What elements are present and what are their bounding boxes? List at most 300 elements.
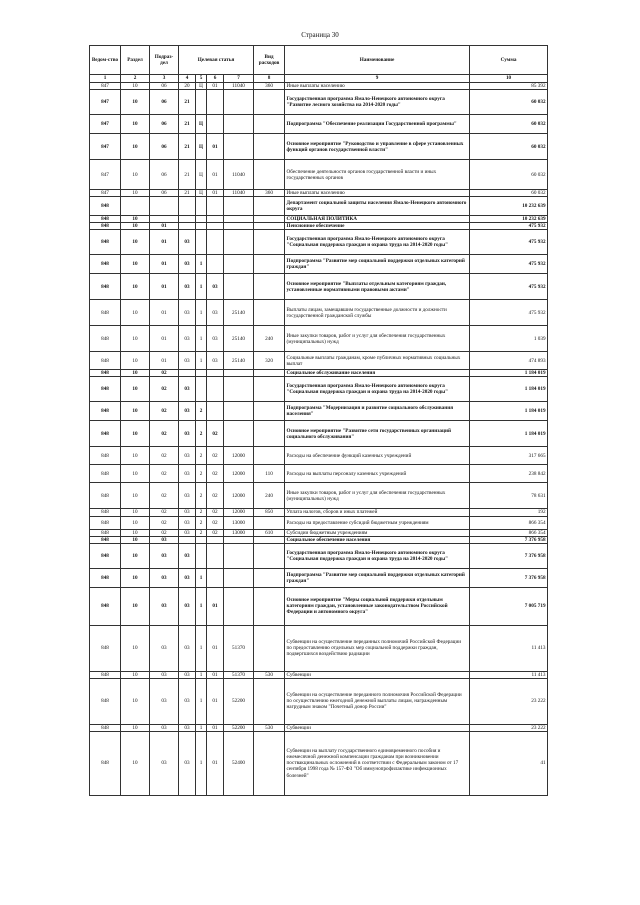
cell-department: 848 (90, 370, 121, 377)
cell-subprogram (196, 230, 207, 255)
cell-expense-type (254, 230, 285, 255)
cell-subsection: 03 (150, 543, 179, 568)
cell-direction (224, 230, 254, 255)
cell-sum: 1 184 019 (470, 370, 548, 377)
cell-name: Социальное обслуживание населения (285, 370, 470, 377)
cell-subprogram: Ц (196, 83, 207, 90)
cell-activity: 01 (207, 671, 224, 678)
cell-sum: 60 032 (470, 160, 548, 190)
cell-expense-type: 240 (254, 326, 285, 352)
cell-activity (207, 255, 224, 274)
cell-department: 848 (90, 300, 121, 326)
cell-direction (224, 223, 254, 230)
cell-expense-type (254, 115, 285, 134)
cell-expense-type (254, 216, 285, 223)
cell-subsection: 06 (150, 160, 179, 190)
table-row (90, 671, 548, 678)
cell-program: 03 (179, 352, 196, 370)
col-number: 4 (179, 75, 196, 83)
cell-name: Иные выплаты населению (285, 190, 470, 197)
cell-activity: 02 (207, 516, 224, 529)
cell-subsection: 03 (150, 671, 179, 678)
cell-sum: 475 932 (470, 230, 548, 255)
cell-subsection: 01 (150, 255, 179, 274)
cell-department: 848 (90, 724, 121, 731)
cell-direction: 13000 (224, 516, 254, 529)
cell-subprogram: 1 (196, 731, 207, 795)
cell-section: 10 (121, 300, 150, 326)
cell-program: 21 (179, 134, 196, 160)
cell-program (179, 370, 196, 377)
cell-name: Субвенции на осуществление переданного полномочия Российской Федерации по осуществлению ежегодной денежной выплаты лицам, награжденным нагрудным знаком "Почетный донор России" (285, 678, 470, 724)
cell-sum: 23 222 (470, 678, 548, 724)
cell-program (179, 223, 196, 230)
cell-expense-type (254, 402, 285, 421)
cell-direction: 12000 (224, 483, 254, 509)
cell-name: Социальные выплаты гражданам, кроме публичных нормативных социальных выплат (285, 352, 470, 370)
cell-expense-type (254, 587, 285, 625)
cell-department: 847 (90, 190, 121, 197)
cell-program: 03 (179, 509, 196, 516)
cell-direction (224, 543, 254, 568)
cell-name: Расходы на выплаты персоналу казенных учреждений (285, 465, 470, 483)
cell-subprogram: 1 (196, 274, 207, 300)
cell-department: 848 (90, 516, 121, 529)
cell-direction: 52200 (224, 678, 254, 724)
cell-activity: 01 (207, 160, 224, 190)
cell-activity: 01 (207, 625, 224, 671)
cell-direction: 25140 (224, 300, 254, 326)
cell-subprogram (196, 370, 207, 377)
cell-activity: 02 (207, 509, 224, 516)
cell-activity (207, 543, 224, 568)
table-row (90, 370, 548, 377)
cell-subprogram (196, 223, 207, 230)
cell-expense-type: 850 (254, 509, 285, 516)
cell-section: 10 (121, 160, 150, 190)
cell-department: 847 (90, 115, 121, 134)
cell-direction (224, 568, 254, 587)
table-row (90, 529, 548, 536)
cell-program: 03 (179, 402, 196, 421)
cell-expense-type (254, 568, 285, 587)
table-row (90, 678, 548, 724)
cell-name: Государственная программа Ямало-Ненецкого автономного округа "Социальная поддержка граждан и охрана труда на 2014-2020 годы" (285, 230, 470, 255)
cell-section: 10 (121, 134, 150, 160)
cell-subsection: 03 (150, 678, 179, 724)
cell-name: Основное мероприятие "Меры социальной поддержки отдельным категориям граждан, установленные законодательством Российской Федерации и автономного округа" (285, 587, 470, 625)
cell-program (179, 197, 196, 216)
cell-program: 03 (179, 543, 196, 568)
table-row (90, 230, 548, 255)
cell-department: 848 (90, 377, 121, 402)
cell-name: Подпрограмма "Развитие мер социальной поддержки отдельных категорий граждан" (285, 255, 470, 274)
cell-department: 847 (90, 90, 121, 115)
cell-department: 847 (90, 83, 121, 90)
cell-section: 10 (121, 483, 150, 509)
cell-activity: 02 (207, 483, 224, 509)
cell-program (179, 536, 196, 543)
cell-name: Субвенции на осуществление переданных полномочий Российской Федерации по предоставлению отдельных мер социальной поддержки граждан, подвергшихся воздействию радиации (285, 625, 470, 671)
cell-direction (224, 115, 254, 134)
cell-activity (207, 402, 224, 421)
cell-program: 21 (179, 90, 196, 115)
cell-sum: 1 184 019 (470, 377, 548, 402)
cell-activity: 02 (207, 529, 224, 536)
header-row (90, 46, 548, 75)
cell-activity: 01 (207, 587, 224, 625)
cell-section: 10 (121, 370, 150, 377)
cell-sum: 866 354 (470, 516, 548, 529)
cell-sum: 10 232 639 (470, 197, 548, 216)
table-row (90, 536, 548, 543)
cell-activity: 03 (207, 326, 224, 352)
cell-subsection: 06 (150, 134, 179, 160)
cell-subsection: 02 (150, 377, 179, 402)
cell-sum: 1 039 (470, 326, 548, 352)
cell-name: Иные закупки товаров, работ и услуг для обеспечения государственных (муниципальных) нужд (285, 326, 470, 352)
cell-name: Выплаты лицам, замещавшим государственные должности и должности государственной гражданской службы (285, 300, 470, 326)
cell-subsection: 06 (150, 83, 179, 90)
col-number: 2 (121, 75, 150, 83)
cell-department: 848 (90, 529, 121, 536)
table-row (90, 274, 548, 300)
cell-subsection: 06 (150, 115, 179, 134)
column-number-row (90, 75, 548, 83)
cell-expense-type (254, 274, 285, 300)
cell-subsection: 06 (150, 90, 179, 115)
cell-department: 848 (90, 197, 121, 216)
cell-department: 848 (90, 509, 121, 516)
cell-program: 03 (179, 421, 196, 447)
cell-direction (224, 255, 254, 274)
cell-section: 10 (121, 465, 150, 483)
cell-sum: 475 932 (470, 300, 548, 326)
table-row (90, 402, 548, 421)
col-number: 9 (285, 75, 470, 83)
cell-activity: 03 (207, 352, 224, 370)
cell-subprogram: Ц (196, 134, 207, 160)
cell-department: 848 (90, 568, 121, 587)
col-number: 3 (150, 75, 179, 83)
table-row (90, 83, 548, 90)
cell-subprogram: 1 (196, 625, 207, 671)
cell-subprogram: 1 (196, 300, 207, 326)
cell-subprogram: 2 (196, 509, 207, 516)
cell-name: Департамент социальной защиты населения Ямало-Ненецкого автономного округа (285, 197, 470, 216)
cell-direction: 25140 (224, 326, 254, 352)
cell-sum: 78 631 (470, 483, 548, 509)
table-row (90, 724, 548, 731)
cell-sum: 1 184 019 (470, 421, 548, 447)
cell-subprogram: 2 (196, 529, 207, 536)
cell-sum: 11 413 (470, 625, 548, 671)
cell-program: 03 (179, 274, 196, 300)
cell-expense-type: 530 (254, 724, 285, 731)
cell-expense-type: 610 (254, 529, 285, 536)
cell-activity: 02 (207, 447, 224, 465)
cell-direction (224, 90, 254, 115)
cell-section: 10 (121, 90, 150, 115)
cell-department: 848 (90, 326, 121, 352)
cell-section: 10 (121, 326, 150, 352)
cell-department: 848 (90, 255, 121, 274)
cell-program: 03 (179, 568, 196, 587)
cell-direction: 51370 (224, 671, 254, 678)
cell-department: 848 (90, 352, 121, 370)
cell-sum: 475 932 (470, 255, 548, 274)
cell-name: Субвенции (285, 671, 470, 678)
cell-activity: 01 (207, 134, 224, 160)
cell-sum: 7 376 958 (470, 536, 548, 543)
cell-subsection: 02 (150, 516, 179, 529)
cell-expense-type (254, 447, 285, 465)
cell-name: Субвенции (285, 724, 470, 731)
cell-subprogram: 1 (196, 678, 207, 724)
cell-activity (207, 370, 224, 377)
cell-activity: 01 (207, 190, 224, 197)
cell-program: 03 (179, 678, 196, 724)
cell-expense-type (254, 197, 285, 216)
cell-section: 10 (121, 216, 150, 223)
cell-program: 20 (179, 83, 196, 90)
table-row (90, 447, 548, 465)
cell-subsection: 01 (150, 352, 179, 370)
cell-department: 848 (90, 465, 121, 483)
cell-direction (224, 370, 254, 377)
cell-department: 848 (90, 402, 121, 421)
header-subsection: Подраз-дел (150, 46, 179, 75)
cell-program: 21 (179, 160, 196, 190)
cell-subsection: 03 (150, 625, 179, 671)
cell-direction: 11040 (224, 83, 254, 90)
cell-subprogram: 1 (196, 587, 207, 625)
cell-department: 847 (90, 134, 121, 160)
cell-name: Подпрограмма "Модернизация и развитие социального обслуживания населения" (285, 402, 470, 421)
cell-expense-type (254, 625, 285, 671)
table-row (90, 543, 548, 568)
cell-sum: 475 932 (470, 274, 548, 300)
table-row (90, 625, 548, 671)
cell-subprogram: 2 (196, 447, 207, 465)
cell-activity: 01 (207, 678, 224, 724)
cell-activity: 03 (207, 300, 224, 326)
page-number: Страница 30 (301, 31, 339, 39)
cell-subsection: 06 (150, 190, 179, 197)
cell-program: 03 (179, 326, 196, 352)
cell-expense-type: 360 (254, 190, 285, 197)
cell-expense-type (254, 300, 285, 326)
cell-subsection: 01 (150, 230, 179, 255)
cell-section: 10 (121, 447, 150, 465)
cell-name: Государственная программа Ямало-Ненецкого автономного округа "Социальная поддержка граждан и охрана труда на 2014-2020 годы" (285, 543, 470, 568)
cell-section: 10 (121, 543, 150, 568)
cell-subsection: 02 (150, 509, 179, 516)
table-row (90, 352, 548, 370)
cell-department: 848 (90, 223, 121, 230)
header-section: Раздел (121, 46, 150, 75)
cell-expense-type (254, 731, 285, 795)
cell-sum: 192 (470, 509, 548, 516)
cell-subsection: 03 (150, 536, 179, 543)
col-number: 1 (90, 75, 121, 83)
cell-department: 848 (90, 216, 121, 223)
cell-program: 03 (179, 529, 196, 536)
table-row (90, 465, 548, 483)
header-sum: Сумма (470, 46, 548, 75)
cell-section: 10 (121, 536, 150, 543)
cell-direction: 52400 (224, 731, 254, 795)
cell-name: Подпрограмма "Обеспечение реализации Государственной программы" (285, 115, 470, 134)
cell-section: 10 (121, 529, 150, 536)
cell-subsection (150, 197, 179, 216)
cell-subsection: 02 (150, 529, 179, 536)
cell-subprogram: 1 (196, 724, 207, 731)
cell-section: 10 (121, 255, 150, 274)
cell-name: Обеспечение деятельности органов государственной власти и иных государственных органов (285, 160, 470, 190)
cell-subsection: 02 (150, 465, 179, 483)
cell-name: Расходы на предоставление субсидий бюджетным учреждениям (285, 516, 470, 529)
cell-department: 848 (90, 587, 121, 625)
cell-name: Основное мероприятие "Развитие сети государственных организаций социального обслуживания" (285, 421, 470, 447)
cell-direction (224, 402, 254, 421)
cell-activity: 01 (207, 724, 224, 731)
cell-activity: 01 (207, 731, 224, 795)
cell-name: Подпрограмма "Развитие мер социальной поддержки отдельных категорий граждан" (285, 568, 470, 587)
cell-section: 10 (121, 724, 150, 731)
cell-expense-type (254, 223, 285, 230)
cell-activity (207, 216, 224, 223)
cell-program: 03 (179, 731, 196, 795)
cell-subsection: 03 (150, 731, 179, 795)
table-row (90, 421, 548, 447)
table-row (90, 377, 548, 402)
cell-subsection: 02 (150, 402, 179, 421)
cell-sum: 11 413 (470, 671, 548, 678)
cell-sum: 474 893 (470, 352, 548, 370)
cell-expense-type: 530 (254, 671, 285, 678)
cell-expense-type (254, 134, 285, 160)
cell-subsection: 03 (150, 724, 179, 731)
cell-subprogram: Ц (196, 160, 207, 190)
cell-expense-type: 240 (254, 483, 285, 509)
cell-sum: 23 222 (470, 724, 548, 731)
cell-direction: 11040 (224, 190, 254, 197)
cell-subprogram: 2 (196, 516, 207, 529)
cell-subprogram (196, 90, 207, 115)
cell-program: 03 (179, 447, 196, 465)
cell-name: Иные закупки товаров, работ и услуг для обеспечения государственных (муниципальных) нужд (285, 483, 470, 509)
cell-program: 03 (179, 255, 196, 274)
cell-section: 10 (121, 402, 150, 421)
cell-department: 848 (90, 230, 121, 255)
table-body (90, 83, 548, 796)
cell-subsection: 02 (150, 421, 179, 447)
cell-department: 848 (90, 421, 121, 447)
cell-section: 10 (121, 731, 150, 795)
cell-activity (207, 197, 224, 216)
cell-expense-type (254, 543, 285, 568)
cell-subprogram (196, 536, 207, 543)
cell-activity (207, 223, 224, 230)
cell-subsection: 02 (150, 483, 179, 509)
cell-name: Расходы на обеспечение функций казенных учреждений (285, 447, 470, 465)
cell-direction (224, 421, 254, 447)
cell-section: 10 (121, 678, 150, 724)
cell-department: 848 (90, 447, 121, 465)
table-row (90, 326, 548, 352)
cell-department: 848 (90, 543, 121, 568)
cell-subprogram (196, 216, 207, 223)
cell-section (121, 197, 150, 216)
cell-name: Иные выплаты населению (285, 83, 470, 90)
header-expense-type: Вид расходов (254, 46, 285, 75)
cell-expense-type: 360 (254, 83, 285, 90)
cell-name: Уплата налогов, сборов и иных платежей (285, 509, 470, 516)
cell-section: 10 (121, 223, 150, 230)
table-row (90, 731, 548, 795)
table-row (90, 115, 548, 134)
cell-subsection: 01 (150, 274, 179, 300)
cell-department: 848 (90, 274, 121, 300)
cell-expense-type: 110 (254, 465, 285, 483)
table-row (90, 90, 548, 115)
table-row (90, 568, 548, 587)
cell-section: 10 (121, 274, 150, 300)
cell-sum: 60 032 (470, 134, 548, 160)
cell-sum: 1 184 019 (470, 402, 548, 421)
col-number: 8 (254, 75, 285, 83)
cell-section: 10 (121, 625, 150, 671)
cell-activity (207, 230, 224, 255)
cell-program: 03 (179, 230, 196, 255)
cell-direction: 12000 (224, 465, 254, 483)
cell-direction: 13000 (224, 529, 254, 536)
header-target-article: Целевая статья (179, 46, 254, 75)
table-row (90, 160, 548, 190)
col-number: 6 (207, 75, 224, 83)
cell-direction: 12000 (224, 509, 254, 516)
cell-subsection: 01 (150, 326, 179, 352)
cell-subprogram: 1 (196, 352, 207, 370)
cell-direction: 11040 (224, 160, 254, 190)
cell-expense-type (254, 516, 285, 529)
cell-section: 10 (121, 83, 150, 90)
cell-subprogram: 1 (196, 255, 207, 274)
cell-sum: 7 376 958 (470, 543, 548, 568)
cell-direction (224, 216, 254, 223)
cell-program: 03 (179, 516, 196, 529)
cell-name: Государственная программа Ямало-Ненецкого автономного округа "Развитие лесного хозяйства на 2014-2020 годы" (285, 90, 470, 115)
cell-program: 21 (179, 115, 196, 134)
cell-sum: 7 376 958 (470, 568, 548, 587)
cell-name: СОЦИАЛЬНАЯ ПОЛИТИКА (285, 216, 470, 223)
table-row (90, 197, 548, 216)
cell-department: 847 (90, 160, 121, 190)
cell-sum: 60 032 (470, 115, 548, 134)
cell-subprogram: 2 (196, 421, 207, 447)
cell-name: Основное мероприятие "Руководство и управление в сфере установленных функций органов государственной власти" (285, 134, 470, 160)
cell-subprogram: 2 (196, 402, 207, 421)
cell-direction (224, 134, 254, 160)
cell-sum: 7 005 719 (470, 587, 548, 625)
cell-direction (224, 197, 254, 216)
cell-subprogram: Ц (196, 190, 207, 197)
cell-direction: 52200 (224, 724, 254, 731)
cell-expense-type (254, 255, 285, 274)
cell-activity: 02 (207, 465, 224, 483)
table-row (90, 216, 548, 223)
